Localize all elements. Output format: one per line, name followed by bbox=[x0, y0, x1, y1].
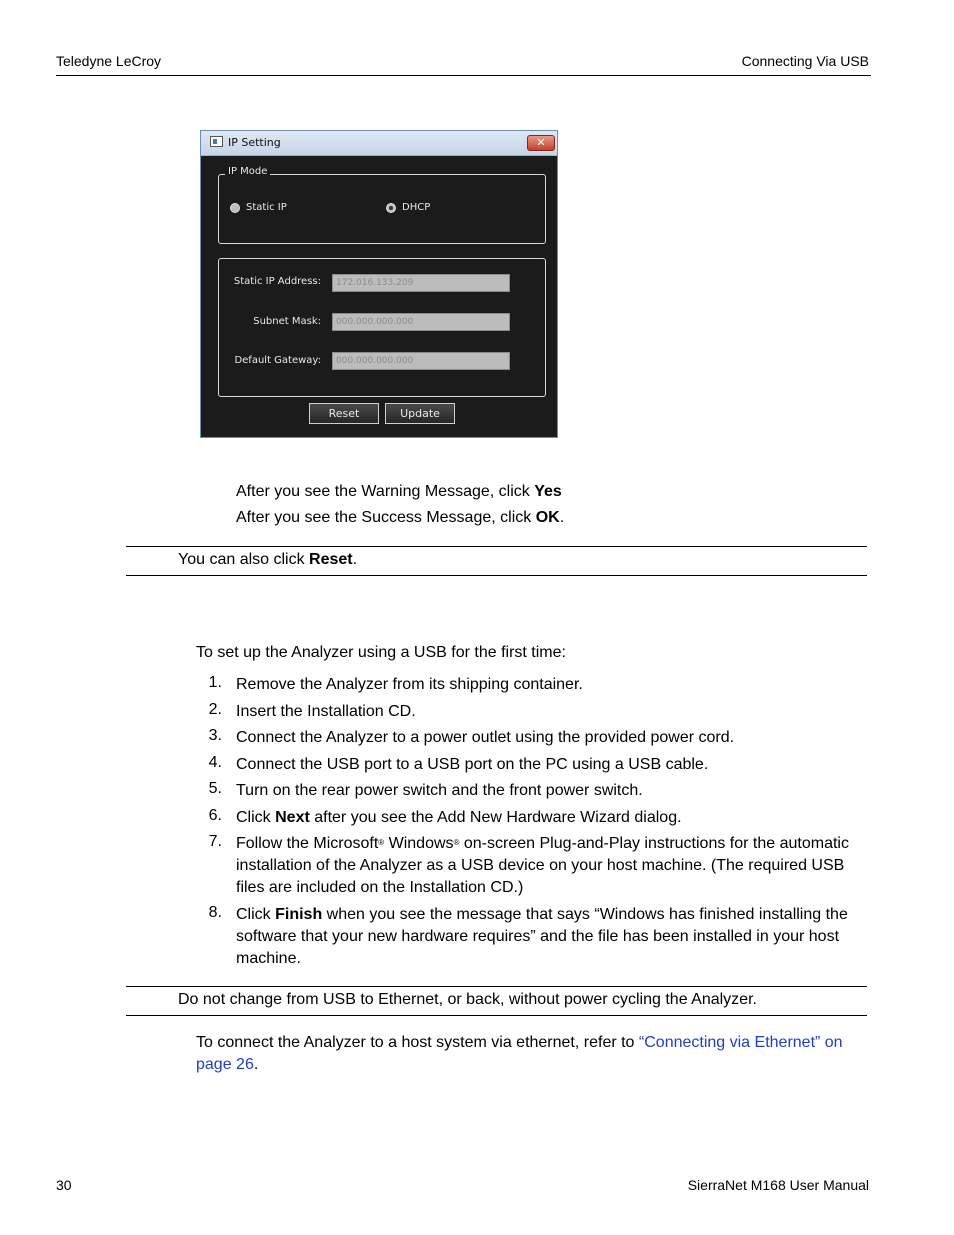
step-number: 3. bbox=[208, 727, 222, 744]
registered-mark: ® bbox=[378, 838, 385, 847]
list-item bbox=[236, 807, 866, 829]
step-bold: Next bbox=[275, 809, 310, 826]
list-item bbox=[236, 904, 866, 970]
close-icon[interactable]: ✕ bbox=[527, 135, 555, 151]
ethernet-suffix: . bbox=[253, 1056, 259, 1073]
static-ip-radio[interactable] bbox=[230, 203, 240, 213]
ethernet-reference bbox=[196, 1032, 871, 1076]
dialog-title-bar bbox=[201, 131, 557, 156]
reset-button[interactable]: Reset bbox=[309, 403, 379, 424]
note1-top-rule bbox=[126, 546, 867, 547]
step-text: when you see the message that says “Windows has finished installing the software that your new hardware requires” and the file has been installed in your host machine. bbox=[236, 906, 848, 967]
usb-intro: To set up the Analyzer using a USB for the first time: bbox=[196, 644, 566, 661]
step-number: 2. bbox=[208, 701, 222, 718]
window-icon bbox=[210, 136, 223, 147]
static-ip-address-input[interactable]: 172.016.133.209 bbox=[332, 274, 510, 292]
warning-step-text: After you see the Warning Message, click bbox=[236, 483, 535, 500]
step-text: on-screen Plug-and-Play instructions for the automatic installation of the Analyzer as a USB device on your host machine. (The required USB files are included on the Installation CD.) bbox=[236, 835, 849, 896]
warning-step-bold: Yes bbox=[534, 483, 562, 500]
static-ip-label: Static IP bbox=[246, 202, 287, 213]
static-ip-address-label: Static IP Address: bbox=[233, 276, 321, 287]
dialog-title: IP Setting bbox=[228, 136, 281, 149]
step-number: 7. bbox=[208, 833, 222, 850]
success-step-text: After you see the Success Message, click bbox=[236, 509, 536, 526]
note1 bbox=[178, 549, 357, 571]
registered-mark: ® bbox=[453, 838, 460, 847]
step-number: 1. bbox=[208, 674, 222, 691]
subnet-mask-input[interactable]: 000.000.000.000 bbox=[332, 313, 510, 331]
header-rule bbox=[56, 75, 871, 76]
step-text: Windows bbox=[384, 835, 454, 852]
connecting-via-ethernet-link[interactable]: “Connecting via Ethernet” on page 26 bbox=[196, 1034, 843, 1073]
step-text: after you see the Add New Hardware Wizard dialog. bbox=[309, 809, 682, 826]
note1-bold: Reset bbox=[309, 551, 353, 568]
page-number: 30 bbox=[56, 1177, 72, 1193]
subnet-mask-label: Subnet Mask: bbox=[253, 316, 321, 327]
dhcp-radio[interactable] bbox=[386, 203, 396, 213]
ethernet-text: To connect the Analyzer to a host system via ethernet, refer to bbox=[196, 1034, 639, 1051]
update-button[interactable]: Update bbox=[385, 403, 455, 424]
step-number: 6. bbox=[208, 807, 222, 824]
default-gateway-label: Default Gateway: bbox=[234, 355, 321, 366]
step-text: Follow the Microsoft bbox=[236, 835, 379, 852]
note1-bottom-rule bbox=[126, 575, 867, 576]
header-right: Connecting Via USB bbox=[741, 53, 869, 69]
success-step bbox=[236, 507, 564, 529]
note2: Do not change from USB to Ethernet, or back, without power cycling the Analyzer. bbox=[178, 991, 757, 1008]
list-item: Insert the Installation CD. bbox=[236, 703, 416, 720]
step-number: 8. bbox=[208, 904, 222, 921]
success-step-bold: OK bbox=[535, 509, 560, 526]
step-text: Click bbox=[236, 809, 276, 826]
warning-step bbox=[236, 481, 562, 503]
list-item: Connect the USB port to a USB port on the PC using a USB cable. bbox=[236, 756, 709, 773]
header-left: Teledyne LeCroy bbox=[56, 53, 162, 69]
list-item: Remove the Analyzer from its shipping container. bbox=[236, 676, 583, 693]
step-number: 4. bbox=[208, 754, 222, 771]
step-number: 5. bbox=[208, 780, 222, 797]
ip-mode-label: IP Mode bbox=[225, 166, 270, 177]
ip-setting-dialog bbox=[200, 130, 558, 438]
step-text: Click bbox=[236, 906, 276, 923]
note1-suffix: . bbox=[352, 551, 358, 568]
footer-title: SierraNet M168 User Manual bbox=[687, 1177, 869, 1193]
list-item: Turn on the rear power switch and the front power switch. bbox=[236, 782, 643, 799]
note2-bottom-rule bbox=[126, 1015, 867, 1016]
default-gateway-input[interactable]: 000.000.000.000 bbox=[332, 352, 510, 370]
list-item bbox=[236, 833, 866, 899]
dhcp-label: DHCP bbox=[402, 202, 431, 213]
success-step-suffix: . bbox=[559, 509, 565, 526]
step-bold: Finish bbox=[275, 906, 323, 923]
list-item: Connect the Analyzer to a power outlet using the provided power cord. bbox=[236, 729, 735, 746]
note1-text: You can also click bbox=[178, 551, 310, 568]
note2-top-rule bbox=[126, 986, 867, 987]
